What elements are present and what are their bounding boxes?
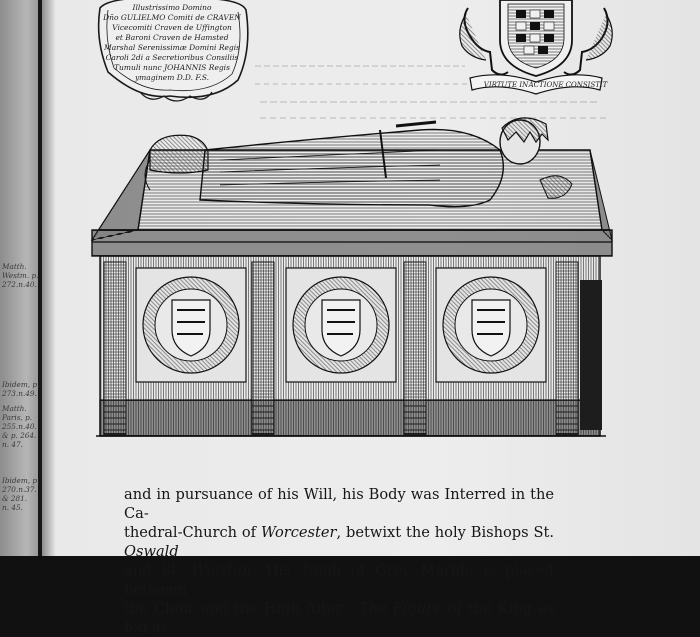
cartouche-line-3: Vicecomiti Craven de Uffington [112,23,232,32]
tomb-engraving [92,118,612,436]
panel-shield-2 [286,268,396,382]
text-line-2: thedral-Church of Worcester, betwixt the holy Bishops St. Oswald [124,524,555,560]
panel-shield-1 [136,268,246,382]
cartouche-line-7: Tumuli nunc JOHANNIS Regis [114,63,230,72]
cartouche-line-4: et Baroni Craven de Hamsted [115,33,229,42]
body-text [124,485,554,637]
margin-note-ibidem-2: Ibidem, p. 270.n.37. & 281. n. 45. [2,476,40,512]
margin-note-ibidem-1: Ibidem, p. 273.n.49. [2,380,40,398]
cartouche-line-8: ymaginem D.D. F.S. [134,73,210,82]
text-line-1: and in pursuance of his Will, his Body was Interred in the Ca- [124,486,554,522]
cartouche-line-1: Illustrissimo Domino [132,3,212,12]
motto-left: VIRTUTE IN [483,81,529,89]
cartouche-line-2: Dño GULIELMO Comiti de CRAVEN [103,13,241,22]
show-through-text [255,66,610,118]
panel-shield-3 [436,268,546,382]
margin-note-matth-paris: Matth. Paris, p. 255.n.40. & p. 264. n. 47. [2,404,37,449]
dedication-cartouche [99,0,248,101]
cartouche-line-6: Caroli 2di a Secretioribus Consiliis [105,53,239,62]
text-line-4: the Choir and the High Altar : The Figure of the King as big as [124,600,554,636]
motto-right: ACTIONE CONSISTIT [528,81,608,89]
cartouche-line-5: Marshal Serenissimæ Domini Regis [104,43,240,52]
coat-of-arms [460,0,613,94]
margin-note-matth-westm: Matth. Westm. p. 272.n.40. [2,262,39,289]
text-line-3: and St. Wulstan. His Tomb of Grey Marble is placed between [124,562,554,598]
